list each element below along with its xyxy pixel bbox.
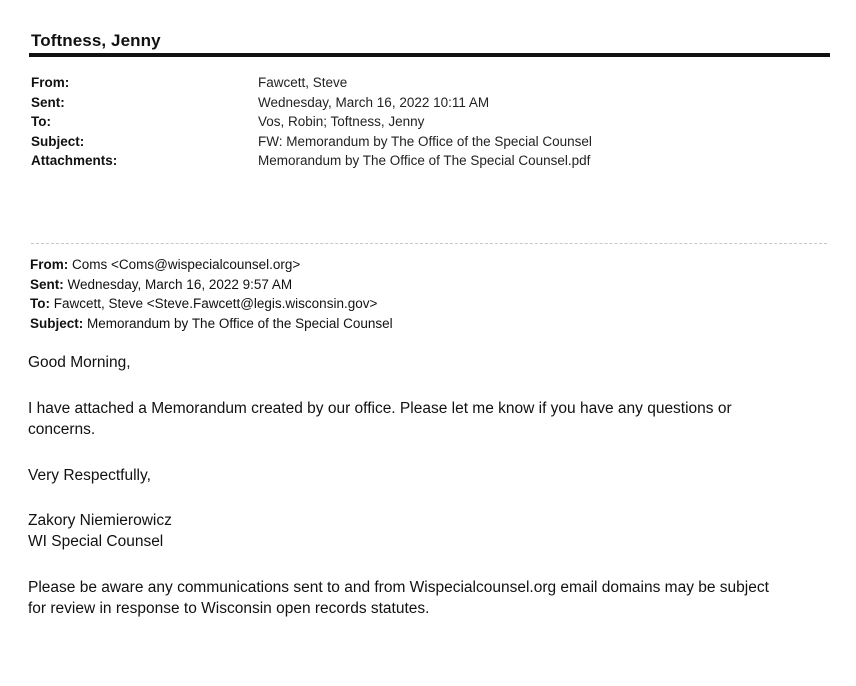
forward-from-value: Fawcett, Steve (258, 75, 348, 90)
message-body (28, 352, 818, 619)
forward-sent-label: Sent: (31, 94, 65, 110)
original-from-row (30, 255, 820, 275)
original-message-header (30, 255, 820, 333)
spacer (28, 373, 818, 398)
forward-attachments-label: Attachments: (31, 153, 118, 168)
original-subject-value: Memorandum by The Office of the Special Counsel (83, 315, 393, 331)
mailbox-owner-name: Toftness, Jenny (31, 31, 161, 50)
original-to-label: To: (30, 296, 50, 311)
spacer (28, 440, 818, 465)
header-divider (29, 53, 830, 57)
signature-name: Zakory Niemierowicz (28, 512, 172, 529)
greeting: Good Morning, (28, 354, 131, 371)
forward-from-label: From: (31, 75, 70, 90)
forward-subject-row (31, 132, 791, 152)
signature-title: WI Special Counsel (28, 533, 164, 550)
original-from-value: Coms <Coms@wispecialcounsel.org> (68, 257, 301, 272)
attachment-file-name[interactable]: Memorandum by The Office of The Special Counsel.pdf (258, 153, 591, 168)
body-line-2: concerns. (28, 421, 96, 438)
forward-sent-row (31, 93, 791, 113)
spacer (28, 552, 818, 577)
forward-attachments-row (31, 151, 791, 171)
original-sent-value: Wednesday, March 16, 2022 9:57 AM (63, 276, 293, 292)
closing: Very Respectfully, (28, 467, 151, 484)
forward-header (31, 73, 791, 171)
disclaimer-line-2: for review in response to Wisconsin open records statutes. (28, 600, 430, 617)
spacer (28, 486, 818, 510)
forward-subject-value: FW: Memorandum by The Office of the Special Counsel (258, 133, 592, 149)
forward-from-row (31, 73, 791, 93)
forward-subject-label: Subject: (31, 133, 85, 149)
forward-to-row (31, 112, 791, 132)
original-sent-label: Sent: (30, 276, 64, 292)
forward-to-value: Vos, Robin; Toftness, Jenny (258, 114, 425, 129)
forward-to-label: To: (31, 114, 51, 129)
body-line-1: I have attached a Memorandum created by our office. Please let me know if you have any questions or (28, 400, 732, 417)
original-from-label: From: (30, 257, 69, 272)
forward-sent-value: Wednesday, March 16, 2022 10:11 AM (258, 94, 490, 110)
original-subject-label: Subject: (30, 315, 84, 331)
original-to-row (30, 294, 820, 314)
disclaimer-line-1: Please be aware any communications sent to and from Wispecialcounsel.org email domains may be subject (28, 579, 769, 596)
original-sent-row (30, 275, 820, 295)
original-message-separator (31, 243, 827, 244)
original-subject-row (30, 314, 820, 334)
original-to-value: Fawcett, Steve <Steve.Fawcett@legis.wisconsin.gov> (50, 296, 378, 311)
